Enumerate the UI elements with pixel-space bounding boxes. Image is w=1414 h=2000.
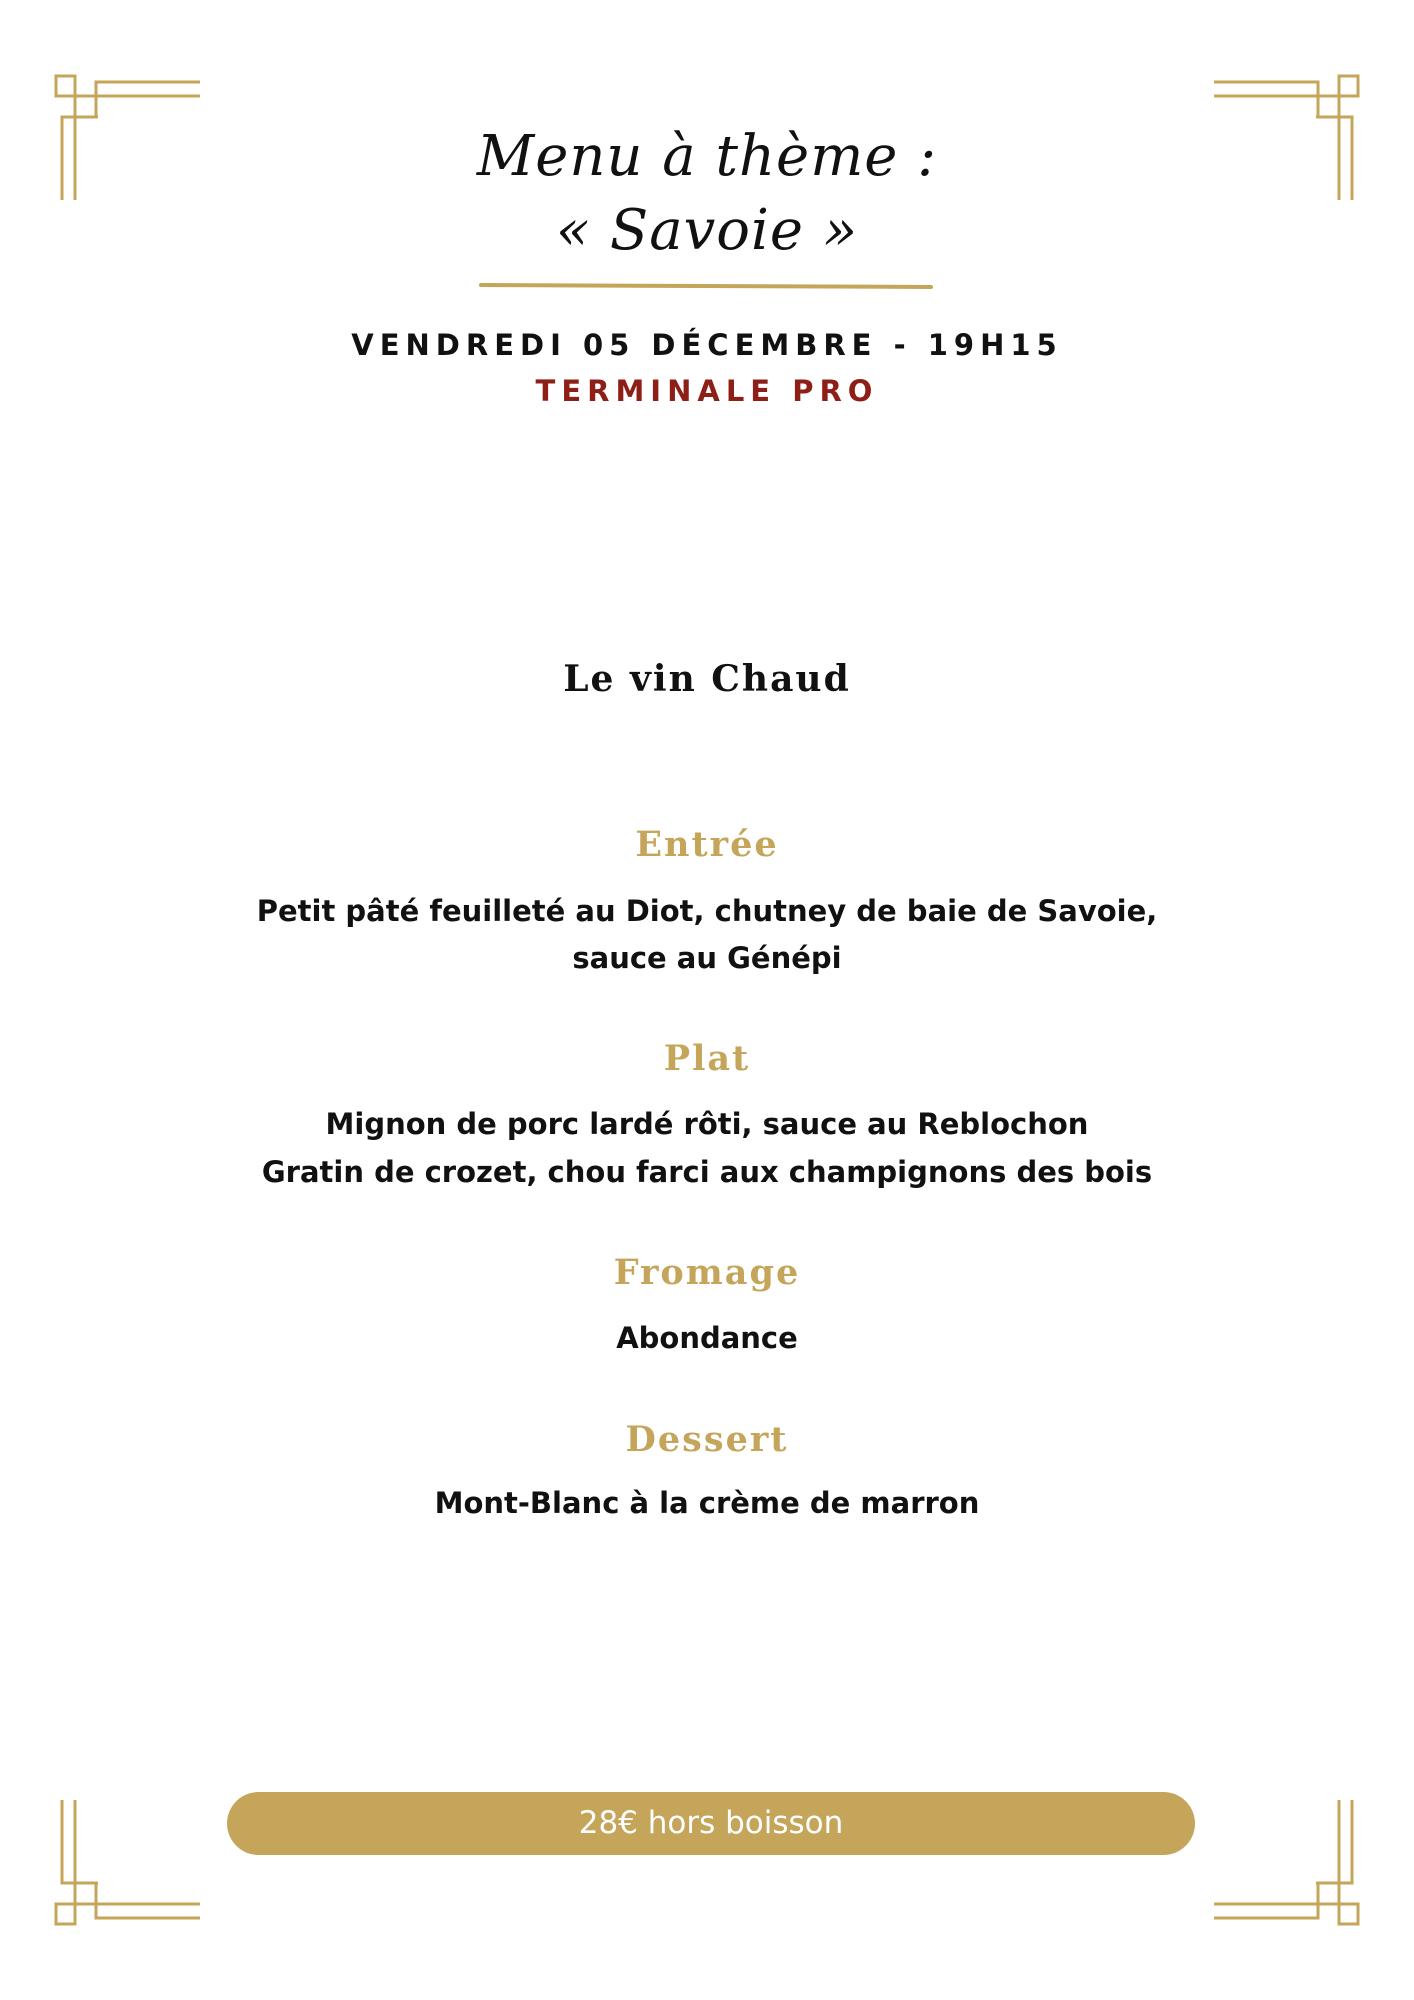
aperitif: Le vin Chaud <box>563 658 851 700</box>
course-title-dessert: Dessert <box>625 1419 789 1460</box>
course-line: Petit pâté feuilleté au Diot, chutney de baie de Savoie, <box>256 894 1158 928</box>
class-name: TERMINALE PRO <box>535 374 879 408</box>
corner-ornament-bottom-right <box>1214 1800 1414 2000</box>
course-line: Mignon de porc lardé rôti, sauce au Reblochon <box>325 1107 1089 1141</box>
menu-title-line1: Menu à thème : <box>476 124 938 189</box>
corner-ornament-bottom-left <box>0 1800 200 2000</box>
course-line: Mont-Blanc à la crème de marron <box>434 1486 980 1520</box>
price-text: 28€ hors boisson <box>578 1805 844 1841</box>
course-line: Abondance <box>616 1321 798 1355</box>
menu-title-line2: « Savoie » <box>555 198 859 263</box>
event-date: VENDREDI 05 DÉCEMBRE - 19H15 <box>351 328 1063 362</box>
corner-ornament-top-right <box>1214 0 1414 200</box>
price-badge <box>227 1792 1195 1855</box>
course-title-entree: Entrée <box>635 824 779 865</box>
course-line: Gratin de crozet, chou farci aux champignons des bois <box>261 1155 1153 1189</box>
course-title-plat: Plat <box>663 1038 751 1079</box>
course-title-fromage: Fromage <box>613 1252 801 1293</box>
course-line: sauce au Génépi <box>572 941 842 975</box>
title-divider <box>479 283 933 289</box>
